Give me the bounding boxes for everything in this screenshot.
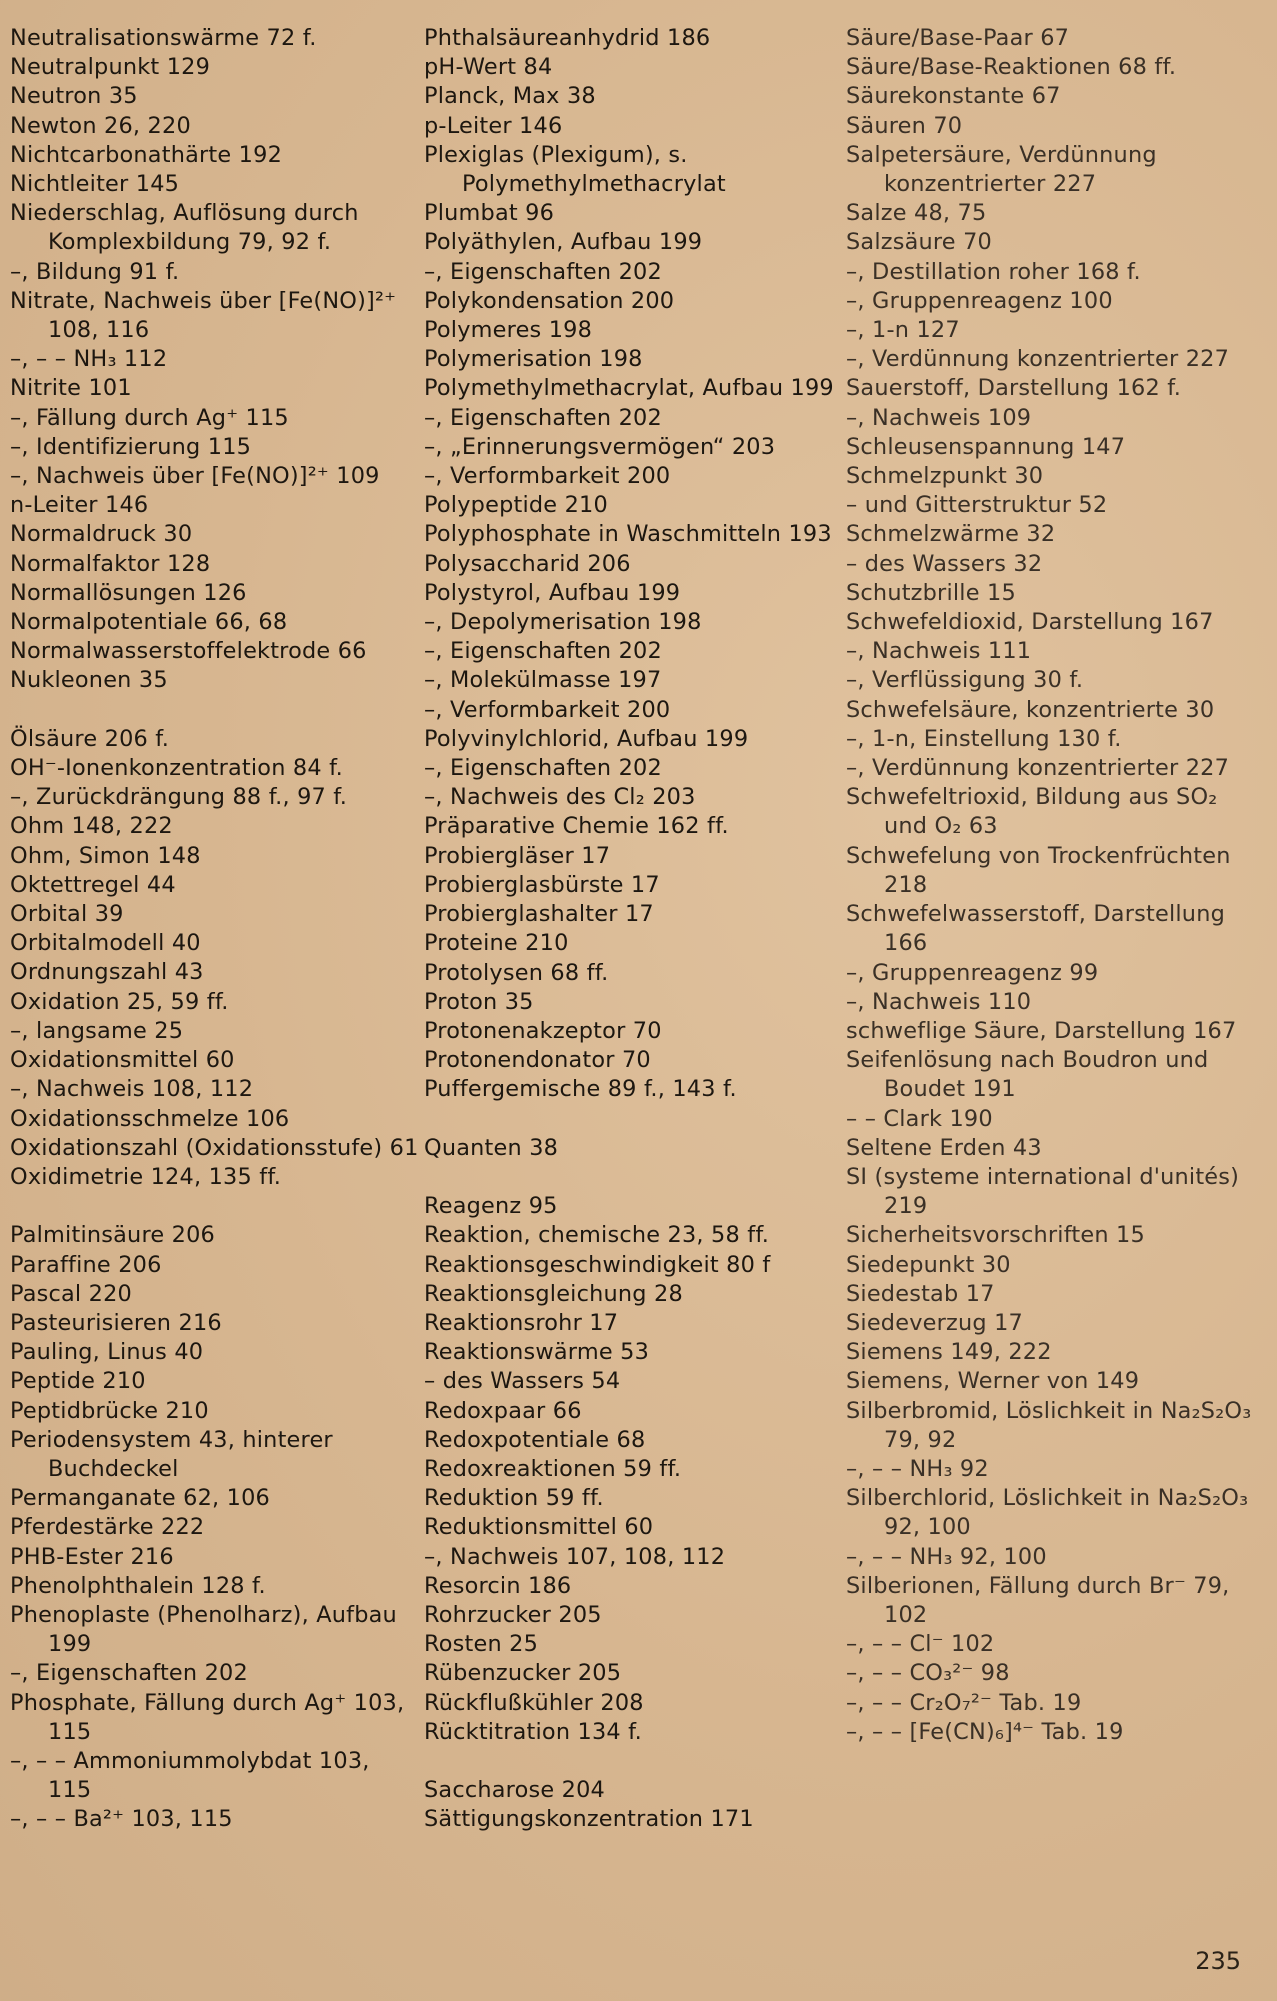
index-entry: Seltene Erden 43 [846,1134,1042,1161]
index-entry: Polymethylmethacrylat, Aufbau 199 [424,375,834,402]
index-entry: Seifenlösung nach Boudron und Boudet 191 [846,1047,1209,1103]
index-entry: Säurekonstante 67 [846,83,1061,110]
section-gap [424,1163,844,1192]
index-entry: Säuren 70 [846,112,963,139]
index-entry: Phthalsäureanhydrid 186 [424,25,711,51]
index-entry: –, Eigenschaften 202 [424,638,662,665]
index-entry: Saccharose 204 [424,1777,605,1804]
index-entry: Siedeverzug 17 [846,1309,1023,1336]
index-entry: Polymeres 198 [424,317,593,344]
section-gap [424,1747,844,1776]
index-entry: –, – – Ba²⁺ 103, 115 [10,1806,233,1833]
index-entry: –, langsame 25 [10,1017,184,1044]
index-entry: Polysaccharid 206 [424,550,631,577]
index-entry: Schwefelsäure, konzentrierte 30 [846,696,1215,723]
index-entry: –, Nachweis 110 [846,988,1032,1015]
index-entry: Schwefelung von Trockenfrüchten 218 [846,842,1231,898]
index-entry: Schmelzwärme 32 [846,521,1056,548]
index-entry: Plexiglas (Plexigum), s. Polymethylmethacrylat [424,141,726,198]
index-entry: Redoxreaktionen 59 ff. [424,1455,682,1482]
index-entry: Ohm 148, 222 [10,813,173,840]
index-entry: Polyphosphate in Waschmitteln 193 [424,521,832,548]
index-column-3 [846,24,1266,1747]
index-entry: Siedestab 17 [846,1280,995,1307]
index-entry: Säure/Base-Reaktionen 68 ff. [846,54,1177,81]
index-entry: –, Destillation roher 168 f. [846,258,1141,285]
index-entry: Salze 48, 75 [846,200,987,227]
index-entry: –, Identifizierung 115 [10,433,252,460]
index-entry: Reduktionsmittel 60 [424,1514,654,1541]
index-entry: –, Eigenschaften 202 [424,755,662,782]
index-entry: Sättigungskonzentration 171 [424,1806,754,1833]
index-entry: Normallösungen 126 [10,579,247,606]
index-entry: Proton 35 [424,988,534,1015]
index-entry: Palmitinsäure 206 [10,1222,215,1249]
index-entry: Protonendonator 70 [424,1047,651,1074]
index-entry: –, – – Cr₂O₇²⁻ Tab. 19 [846,1689,1082,1716]
index-entry: Silberbromid, Löslichkeit in Na₂S₂O₃ 79, 92 [846,1397,1252,1453]
index-entry: Nitrite 101 [10,375,132,402]
index-entry: Neutralpunkt 129 [10,54,211,81]
index-entry: –, Depolymerisation 198 [424,609,702,636]
index-entry: Silberionen, Fällung durch Br⁻ 79, 102 [846,1572,1230,1628]
index-entry: –, – – [Fe(CN)₆]⁴⁻ Tab. 19 [846,1718,1124,1745]
index-entry: Peptide 210 [10,1368,146,1395]
index-entry: Nitrate, Nachweis über [Fe(NO)]²⁺ 108, 116 [10,287,397,344]
index-entry: –, Nachweis 109 [846,404,1032,431]
index-entry: –, Eigenschaften 202 [424,404,662,431]
index-entry: –, Molekülmasse 197 [424,667,662,694]
index-entry: Oxidimetrie 124, 135 ff. [10,1163,282,1190]
index-entry: –, Eigenschaften 202 [10,1660,248,1687]
index-entry: –, Nachweis 107, 108, 112 [424,1543,726,1570]
index-entry: Redoxpaar 66 [424,1397,582,1424]
index-entry: Reaktionsgeschwindigkeit 80 f [424,1251,771,1278]
index-entry: Reagenz 95 [424,1193,558,1220]
index-entry: Polystyrol, Aufbau 199 [424,579,681,606]
index-entry: Periodensystem 43, hinterer Buchdeckel [10,1426,333,1482]
index-entry: –, Bildung 91 f. [10,258,180,285]
index-entry: schweflige Säure, Darstellung 167 [846,1017,1237,1044]
section-gap [10,1192,420,1221]
index-entry: Planck, Max 38 [424,83,596,110]
index-entry: Resorcin 186 [424,1572,572,1599]
index-entry: Schleusenspannung 147 [846,433,1126,460]
index-entry: Siedepunkt 30 [846,1251,1011,1278]
index-entry: pH-Wert 84 [424,54,553,81]
index-entry: Schwefeltrioxid, Bildung aus SO₂ und O₂ 63 [846,784,1218,840]
index-entry: –, 1-n 127 [846,317,960,344]
index-entry: Salzsäure 70 [846,229,992,256]
index-entry: OH⁻-Ionenkonzentration 84 f. [10,755,343,782]
index-entry: Neutron 35 [10,83,138,110]
index-entry: –, Nachweis 108, 112 [10,1076,254,1103]
index-column-2 [424,24,844,1835]
index-entry: Normalpotentiale 66, 68 [10,609,288,636]
index-entry: Reaktionsrohr 17 [424,1309,619,1336]
index-entry: –, – – NH₃ 92 [846,1455,989,1482]
index-entry: Rosten 25 [424,1631,539,1658]
index-entry: Polymerisation 198 [424,346,643,373]
index-entry: Siemens 149, 222 [846,1339,1052,1366]
index-entry: Probierglasbürste 17 [424,871,660,898]
index-entry: Pauling, Linus 40 [10,1339,204,1366]
index-entry: Paraffine 206 [10,1251,162,1278]
index-entry: Polyäthylen, Aufbau 199 [424,229,703,256]
index-entry: Reaktionsgleichung 28 [424,1280,683,1307]
index-entry: Reaktion, chemische 23, 58 ff. [424,1222,770,1249]
index-entry: Permanganate 62, 106 [10,1485,270,1512]
section-gap [424,1105,844,1134]
index-entry: – und Gitterstruktur 52 [846,492,1108,519]
index-entry: Pascal 220 [10,1280,132,1307]
index-entry: Oxidationszahl (Oxidationsstufe) 61 [10,1134,419,1161]
index-entry: Normalwasserstoffelektrode 66 [10,638,367,665]
index-entry: Phosphate, Fällung durch Ag⁺ 103, 115 [10,1689,405,1745]
index-entry: p-Leiter 146 [424,112,563,139]
index-entry: Nukleonen 35 [10,667,168,694]
index-entry: Polykondensation 200 [424,287,675,314]
index-entry: Nichtleiter 145 [10,171,180,198]
index-entry: Salpetersäure, Verdünnung konzentrierter 227 [846,141,1157,198]
index-entry: Schwefelwasserstoff, Darstellung 166 [846,901,1225,957]
page-number: 235 [1195,1947,1241,1975]
index-entry: Oktettregel 44 [10,871,176,898]
index-column-1 [10,24,420,1835]
index-entry: Siemens, Werner von 149 [846,1368,1140,1395]
index-entry: –, Verformbarkeit 200 [424,463,671,490]
index-entry: –, Zurückdrängung 88 f., 97 f. [10,784,348,811]
index-entry: Peptidbrücke 210 [10,1397,209,1424]
index-entry: Rücktitration 134 f. [424,1718,642,1745]
index-entry: Probiergläser 17 [424,842,611,869]
index-entry: Neutralisationswärme 72 f. [10,25,317,51]
index-entry: Polypeptide 210 [424,492,608,519]
index-entry: SI (systeme international d'unités) 219 [846,1163,1240,1220]
index-entry: Oxidationsschmelze 106 [10,1105,290,1132]
index-entry: Säure/Base-Paar 67 [846,25,1070,51]
index-entry: Nichtcarbonathärte 192 [10,141,283,168]
index-entry: Oxidation 25, 59 ff. [10,988,229,1015]
index-entry: Phenoplaste (Phenolharz), Aufbau 199 [10,1601,397,1658]
index-entry: –, Eigenschaften 202 [424,258,662,285]
index-entry: –, Verflüssigung 30 f. [846,667,1084,694]
index-entry: Proteine 210 [424,930,569,957]
index-entry: Sicherheitsvorschriften 15 [846,1222,1145,1249]
section-gap [10,696,420,725]
index-entry: Ohm, Simon 148 [10,842,201,869]
index-entry: Plumbat 96 [424,200,555,227]
index-entry: –, 1-n, Einstellung 130 f. [846,725,1122,752]
index-entry: –, Verdünnung konzentrierter 227 [846,755,1230,782]
index-entry: –, „Erinnerungsvermögen“ 203 [424,433,776,460]
index-entry: – – Clark 190 [846,1105,993,1132]
index-entry: Probierglashalter 17 [424,901,654,928]
index-entry: Pasteurisieren 216 [10,1309,222,1336]
index-entry: Ordnungszahl 43 [10,959,204,986]
index-entry: Ölsäure 206 f. [10,725,170,752]
index-entry: Schwefeldioxid, Darstellung 167 [846,609,1214,636]
index-entry: Reduktion 59 ff. [424,1485,604,1512]
index-entry: Orbitalmodell 40 [10,930,201,957]
index-entry: –, – – NH₃ 92, 100 [846,1543,1047,1570]
index-entry: Schmelzpunkt 30 [846,463,1044,490]
index-entry: Niederschlag, Auflösung durch Komplexbildung 79, 92 f. [10,200,359,256]
index-entry: PHB-Ester 216 [10,1543,174,1570]
index-entry: –, – – Ammoniummolybdat 103, 115 [10,1747,370,1804]
index-entry: –, Fällung durch Ag⁺ 115 [10,404,289,431]
index-entry: Phenolphthalein 128 f. [10,1572,266,1599]
index-entry: –, Nachweis des Cl₂ 203 [424,784,696,811]
index-entry: –, Verformbarkeit 200 [424,696,671,723]
index-entry: Polyvinylchlorid, Aufbau 199 [424,725,749,752]
index-entry: Schutzbrille 15 [846,579,1016,606]
index-entry: Protolysen 68 ff. [424,959,609,986]
index-entry: – des Wassers 32 [846,550,1043,577]
index-entry: n-Leiter 146 [10,492,149,519]
index-entry: –, – – CO₃²⁻ 98 [846,1660,1010,1687]
index-entry: –, – – NH₃ 112 [10,346,168,373]
index-entry: Rohrzucker 205 [424,1601,602,1628]
index-entry: –, Nachweis 111 [846,638,1032,665]
index-entry: Rübenzucker 205 [424,1660,622,1687]
index-entry: Normalfaktor 128 [10,550,211,577]
index-entry: Oxidationsmittel 60 [10,1047,235,1074]
index-entry: –, Nachweis über [Fe(NO)]²⁺ 109 [10,463,380,490]
index-entry: Puffergemische 89 f., 143 f. [424,1076,737,1103]
index-entry: Silberchlorid, Löslichkeit in Na₂S₂O₃ 92, 100 [846,1485,1249,1541]
index-entry: Rückflußkühler 208 [424,1689,644,1716]
index-entry: Redoxpotentiale 68 [424,1426,646,1453]
index-entry: Pferdestärke 222 [10,1514,205,1541]
index-entry: Newton 26, 220 [10,112,191,139]
index-entry: Orbital 39 [10,901,124,928]
index-entry: –, Verdünnung konzentrierter 227 [846,346,1230,373]
index-entry: –, Gruppenreagenz 100 [846,287,1113,314]
index-entry: –, – – Cl⁻ 102 [846,1631,995,1658]
index-entry: Präparative Chemie 162 ff. [424,813,729,840]
index-entry: Quanten 38 [424,1134,559,1161]
index-entry: – des Wassers 54 [424,1368,621,1395]
index-entry: Sauerstoff, Darstellung 162 f. [846,375,1182,402]
index-entry: Normaldruck 30 [10,521,193,548]
index-entry: –, Gruppenreagenz 99 [846,959,1099,986]
index-entry: Reaktionswärme 53 [424,1339,650,1366]
index-entry: Protonenakzeptor 70 [424,1017,662,1044]
